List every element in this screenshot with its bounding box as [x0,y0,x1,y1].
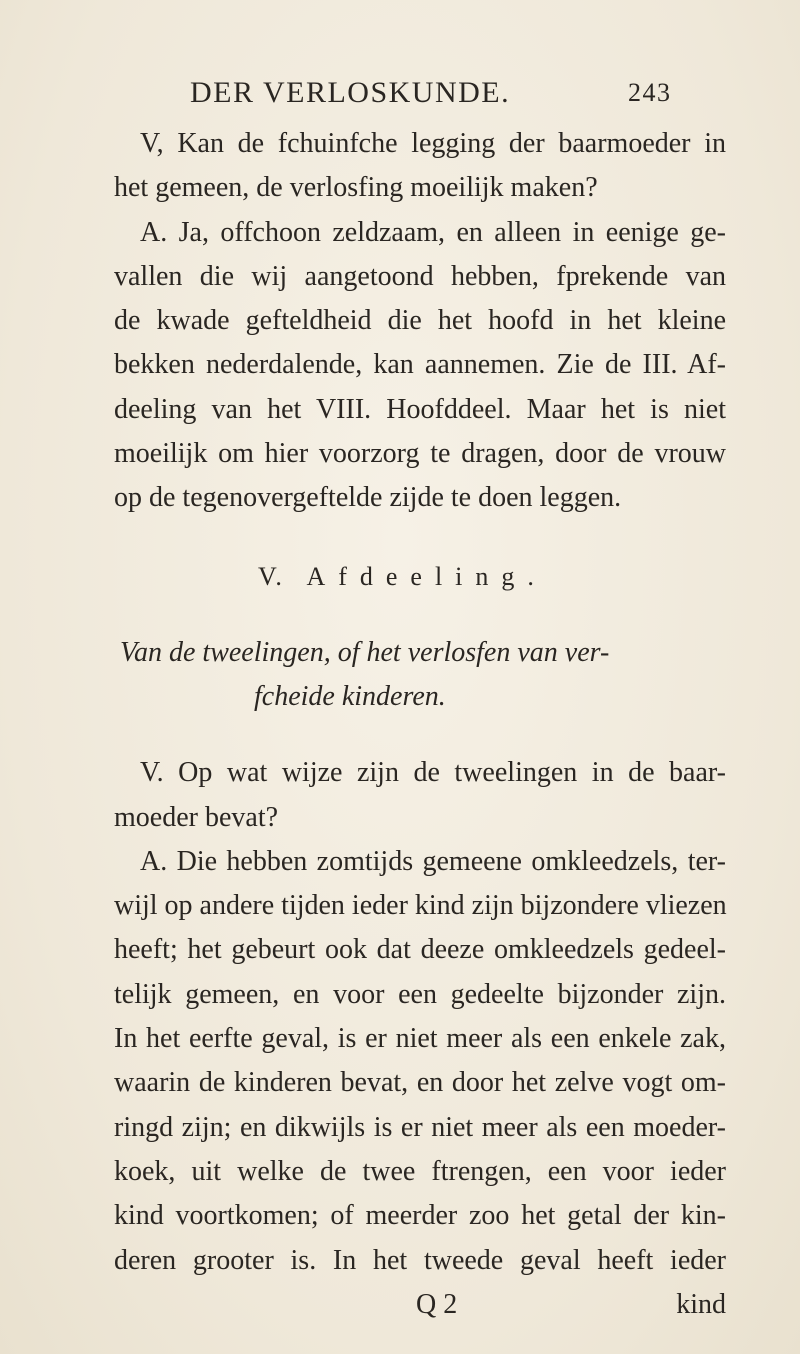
text-line: telijk gemeen, en voor een gedeelte bijzonder zijn. [114,978,726,1010]
text-line: A. Ja, offchoon zeldzaam, en alleen in eenige ge- [140,216,726,248]
text-line: moeder bevat? [114,801,279,833]
spacer [114,719,726,751]
section-number: V. [258,561,284,591]
signature-mark: Q 2 [416,1288,458,1320]
text-line: waarin de kinderen bevat, en door het zelve vogt om- [114,1067,726,1099]
text-line: ringd zijn; en dikwijls is er niet meer als een moeder- [114,1111,726,1143]
answer-paragraph [114,211,726,521]
text-line: op de tegenovergeftelde zijde te doen leggen. [114,482,622,514]
answer-paragraph [114,840,726,1283]
page-footer [114,1283,726,1327]
page-number: 243 [628,78,672,107]
text-line: A. Die hebben zomtijds gemeene omkleedzels, ter- [140,845,726,877]
spacer [114,607,726,631]
text-line: deeling van het VIII. Hoofddeel. Maar het is niet [114,393,726,425]
text-line: moeilijk om hier voorzorg te dragen, door de vrouw [114,438,726,470]
text-line: V, Kan de fchuinfche legging der baarmoeder in [140,128,726,159]
text-line: bekken nederdalende, kan aannemen. Zie de III. Af- [114,349,726,381]
text-line: koek, uit welke de twee ftrengen, een voor ieder [114,1155,726,1187]
text-line: deren grooter is. In het tweede geval heeft ieder [114,1244,726,1276]
text-line: V. Op wat wijze zijn de tweelingen in de baar- [140,757,726,789]
section-subtitle [114,631,726,720]
spacer [114,521,726,547]
text-line: heeft; het gebeurt ook dat deeze omkleedzels gedeel- [114,934,726,966]
text-line: kind voortkomen; of meerder zoo het getal der kin- [114,1200,726,1232]
text-line: vallen die wij aangetoond hebben, fprekende van [114,260,726,292]
catchword: kind [676,1288,726,1320]
subtitle-line: fcheide kinderen. [254,680,446,712]
running-title: DER VERLOSKUNDE. [190,76,511,109]
text-body [114,122,726,1327]
text-line: In het eerfte geval, is er niet meer als een enkele zak, [114,1023,726,1055]
text-line: wijl op andere tijden ieder kind zijn bijzondere vliezen [114,890,727,922]
section-label: Afdeeling. [306,561,547,591]
question-paragraph [114,122,726,211]
section-heading [114,547,726,607]
text-line: de kwade gefteldheid die het hoofd in het kleine [114,305,726,337]
subtitle-line: Van de tweelingen, of het verlosfen van ver- [120,636,610,668]
text-line: het gemeen, de verlosfing moeilijk maken? [114,172,598,204]
question-paragraph [114,751,726,840]
